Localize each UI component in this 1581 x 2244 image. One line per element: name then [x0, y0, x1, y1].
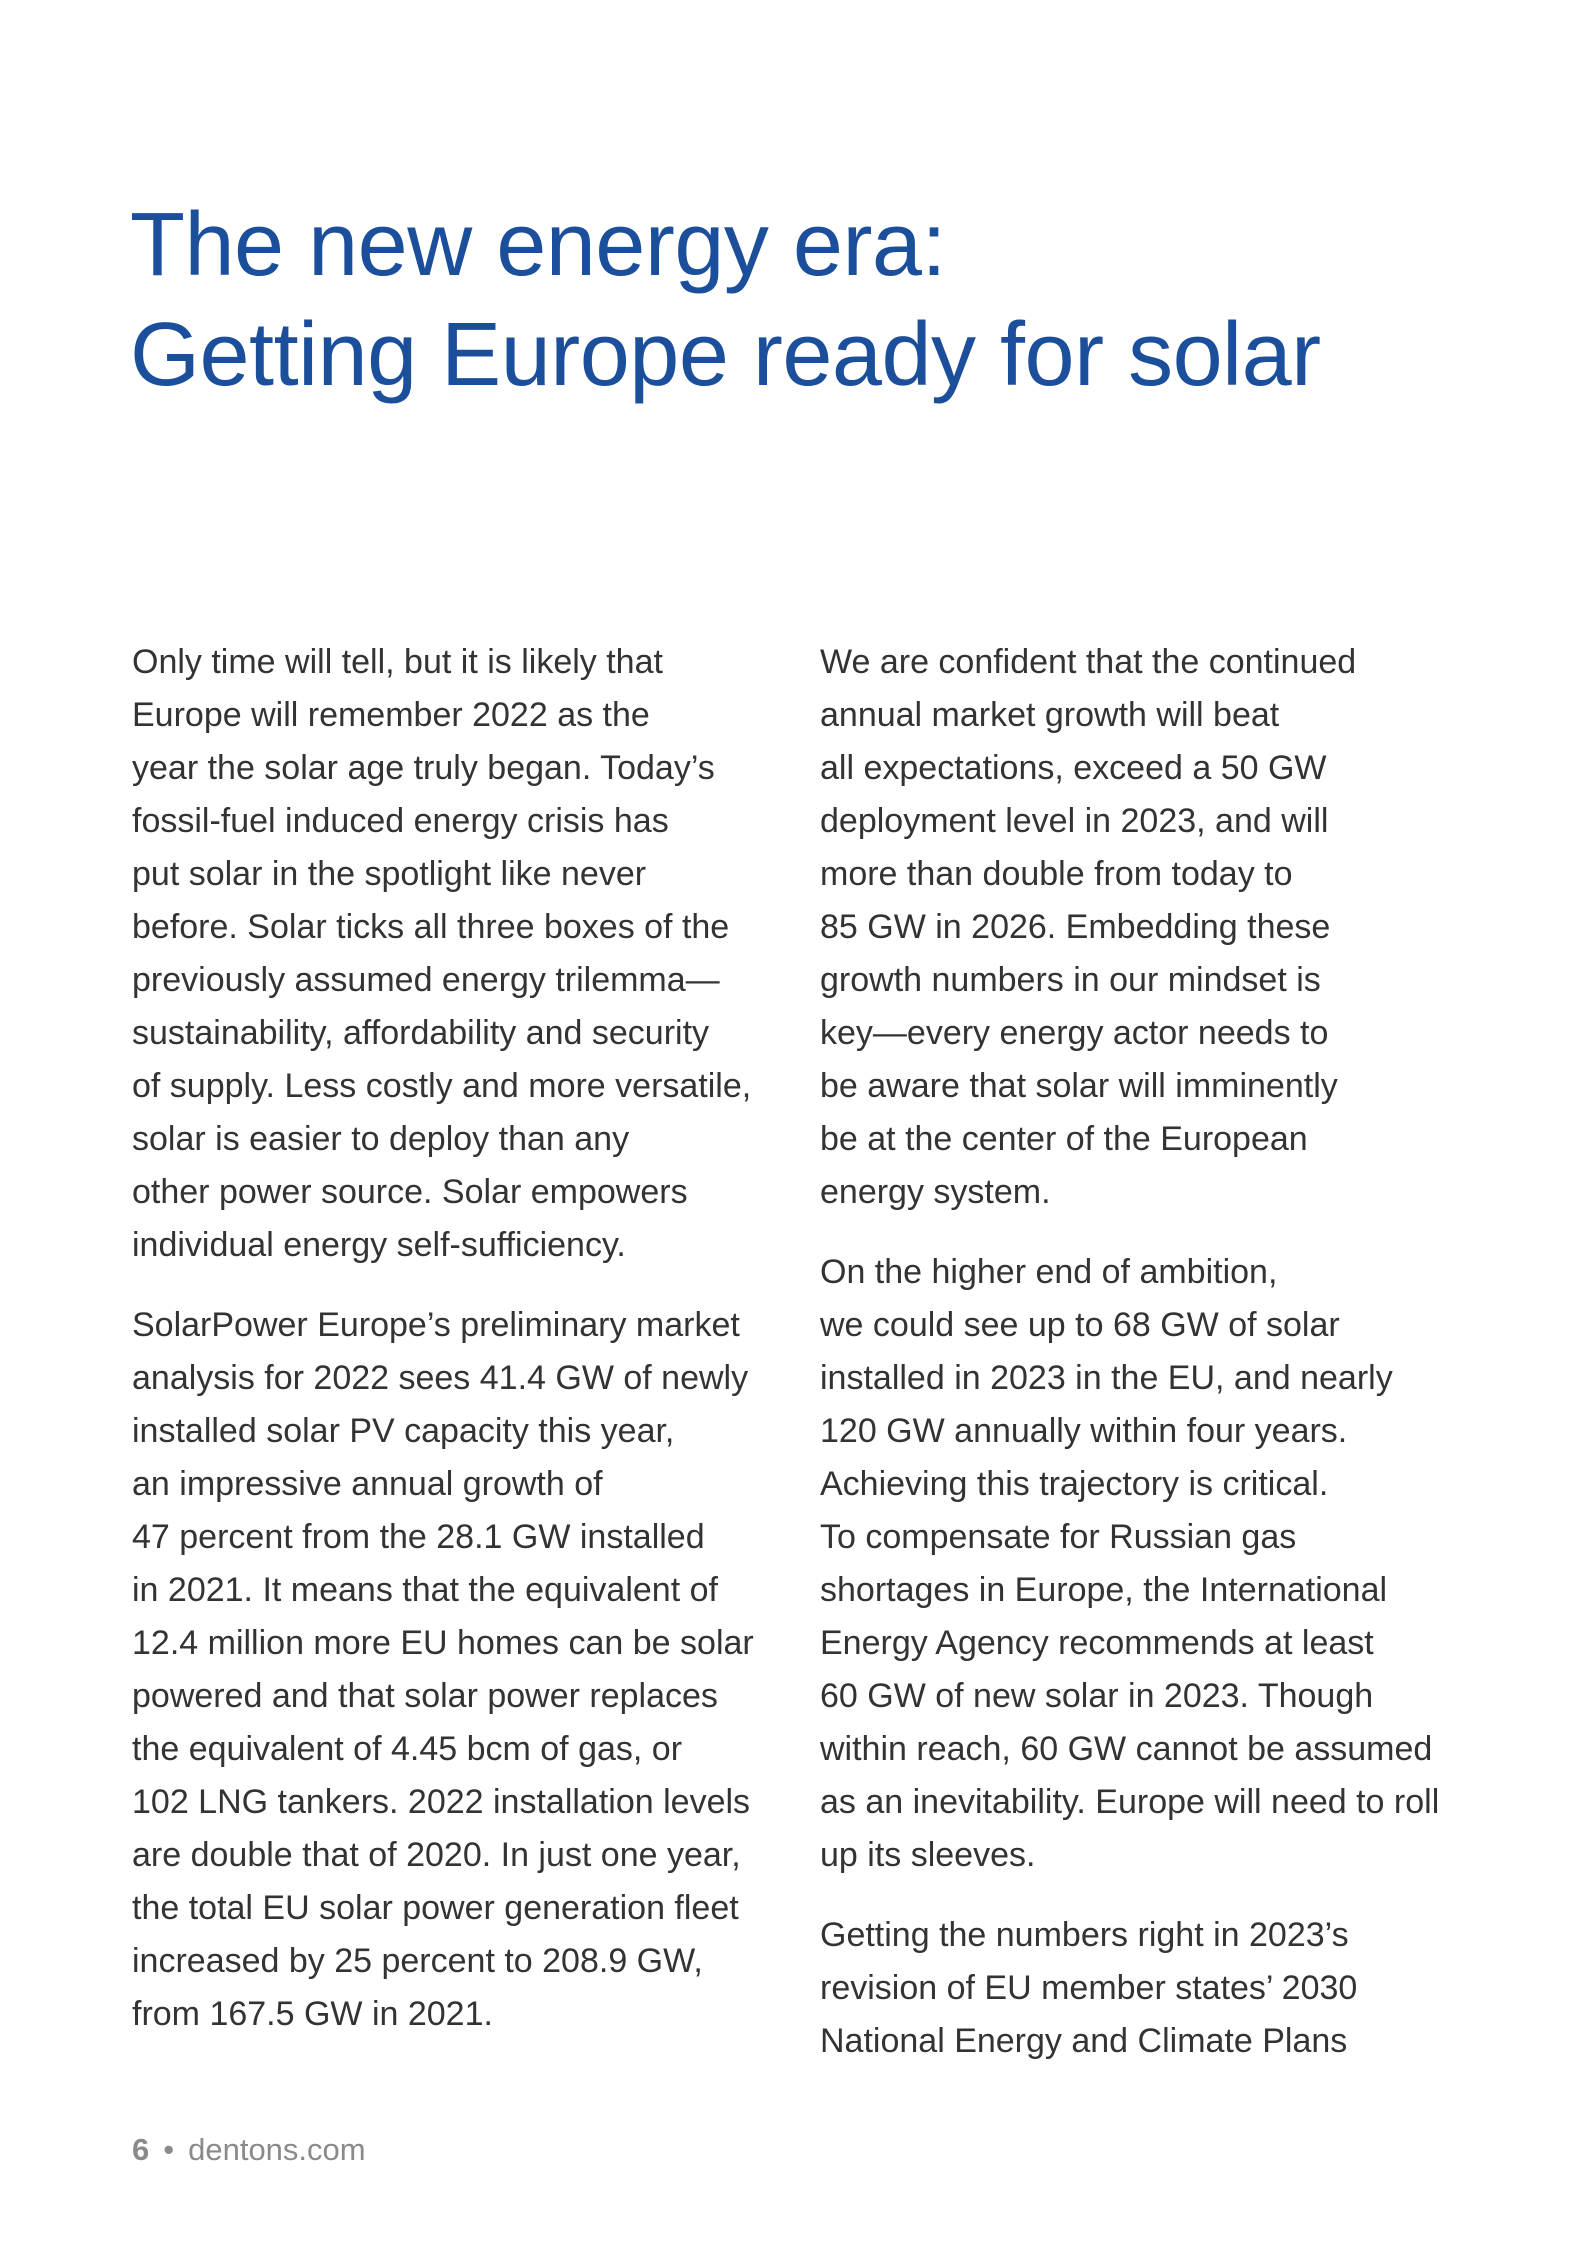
page-footer [132, 2130, 366, 2170]
text-line: be aware that solar will imminently [820, 1067, 1338, 1105]
text-line: before. Solar ticks all three boxes of the [132, 908, 730, 946]
text-line: solar is easier to deploy than any [132, 1120, 630, 1158]
text-line: up its sleeves. [820, 1836, 1036, 1874]
text-line: National Energy and Climate Plans [820, 2022, 1348, 2060]
text-line: annual market growth will beat [820, 696, 1280, 734]
text-line: shortages in Europe, the International [820, 1571, 1388, 1609]
text-line: revision of EU member states’ 2030 [820, 1969, 1358, 2007]
text-line: powered and that solar power replaces [132, 1677, 718, 1715]
text-line: the equivalent of 4.45 bcm of gas, or [132, 1730, 683, 1768]
text-line: Only time will tell, but it is likely that [132, 643, 663, 681]
text-line: put solar in the spotlight like never [132, 855, 647, 893]
text-line: the total EU solar power generation fleet [132, 1889, 739, 1927]
text-line: 102 LNG tankers. 2022 installation levels [132, 1783, 751, 1821]
text-line: from 167.5 GW in 2021. [132, 1995, 493, 2033]
text-line: 120 GW annually within four years. [820, 1412, 1348, 1450]
footer-separator: • [163, 2132, 175, 2167]
text-line: analysis for 2022 sees 41.4 GW of newly [132, 1359, 749, 1397]
text-line: energy system. [820, 1173, 1051, 1211]
left-paragraph-1 [132, 636, 792, 1272]
page-title-line-1: The new energy era: [130, 195, 946, 295]
text-line: Energy Agency recommends at least [820, 1624, 1374, 1662]
right-paragraph-1 [820, 636, 1480, 1219]
text-line: previously assumed energy trilemma— [132, 961, 720, 999]
text-line: 60 GW of new solar in 2023. Though [820, 1677, 1374, 1715]
text-line: be at the center of the European [820, 1120, 1308, 1158]
text-line: year the solar age truly began. Today’s [132, 749, 715, 787]
text-line: key—every energy actor needs to [820, 1014, 1329, 1052]
left-paragraph-2 [132, 1299, 792, 2041]
text-line: of supply. Less costly and more versatile, [132, 1067, 752, 1105]
text-line: we could see up to 68 GW of solar [820, 1306, 1340, 1344]
text-line: SolarPower Europe’s preliminary market [132, 1306, 740, 1344]
text-line: 47 percent from the 28.1 GW installed [132, 1518, 705, 1556]
text-line: growth numbers in our mindset is [820, 961, 1321, 999]
text-line: in 2021. It means that the equivalent of [132, 1571, 718, 1609]
text-line: installed solar PV capacity this year, [132, 1412, 675, 1450]
text-line: 12.4 million more EU homes can be solar [132, 1624, 754, 1662]
text-line: To compensate for Russian gas [820, 1518, 1297, 1556]
text-line: We are confident that the continued [820, 643, 1357, 681]
page-number: 6 [132, 2132, 150, 2167]
footer-site-link[interactable]: dentons.com [188, 2132, 366, 2167]
right-paragraph-2 [820, 1246, 1480, 1882]
page-title-line-2: Getting Europe ready for solar [130, 305, 1321, 405]
right-column [820, 636, 1480, 2095]
text-line: Europe will remember 2022 as the [132, 696, 650, 734]
text-line: On the higher end of ambition, [820, 1253, 1278, 1291]
text-line: an impressive annual growth of [132, 1465, 603, 1503]
text-line: increased by 25 percent to 208.9 GW, [132, 1942, 703, 1980]
text-line: 85 GW in 2026. Embedding these [820, 908, 1331, 946]
text-line: are double that of 2020. In just one year, [132, 1836, 741, 1874]
text-line: sustainability, affordability and security [132, 1014, 710, 1052]
text-line: more than double from today to [820, 855, 1293, 893]
text-line: fossil-fuel induced energy crisis has [132, 802, 669, 840]
text-line: Achieving this trajectory is critical. [820, 1465, 1329, 1503]
text-line: Getting the numbers right in 2023’s [820, 1916, 1349, 1954]
text-line: individual energy self-sufficiency. [132, 1226, 626, 1264]
text-line: other power source. Solar empowers [132, 1173, 688, 1211]
text-line: as an inevitability. Europe will need to roll [820, 1783, 1440, 1821]
text-line: deployment level in 2023, and will [820, 802, 1329, 840]
text-line: within reach, 60 GW cannot be assumed [820, 1730, 1433, 1768]
text-line: installed in 2023 in the EU, and nearly [820, 1359, 1393, 1397]
left-column [132, 636, 792, 2068]
text-line: all expectations, exceed a 50 GW [820, 749, 1327, 787]
right-paragraph-3 [820, 1909, 1480, 2068]
page-title [130, 190, 1430, 410]
